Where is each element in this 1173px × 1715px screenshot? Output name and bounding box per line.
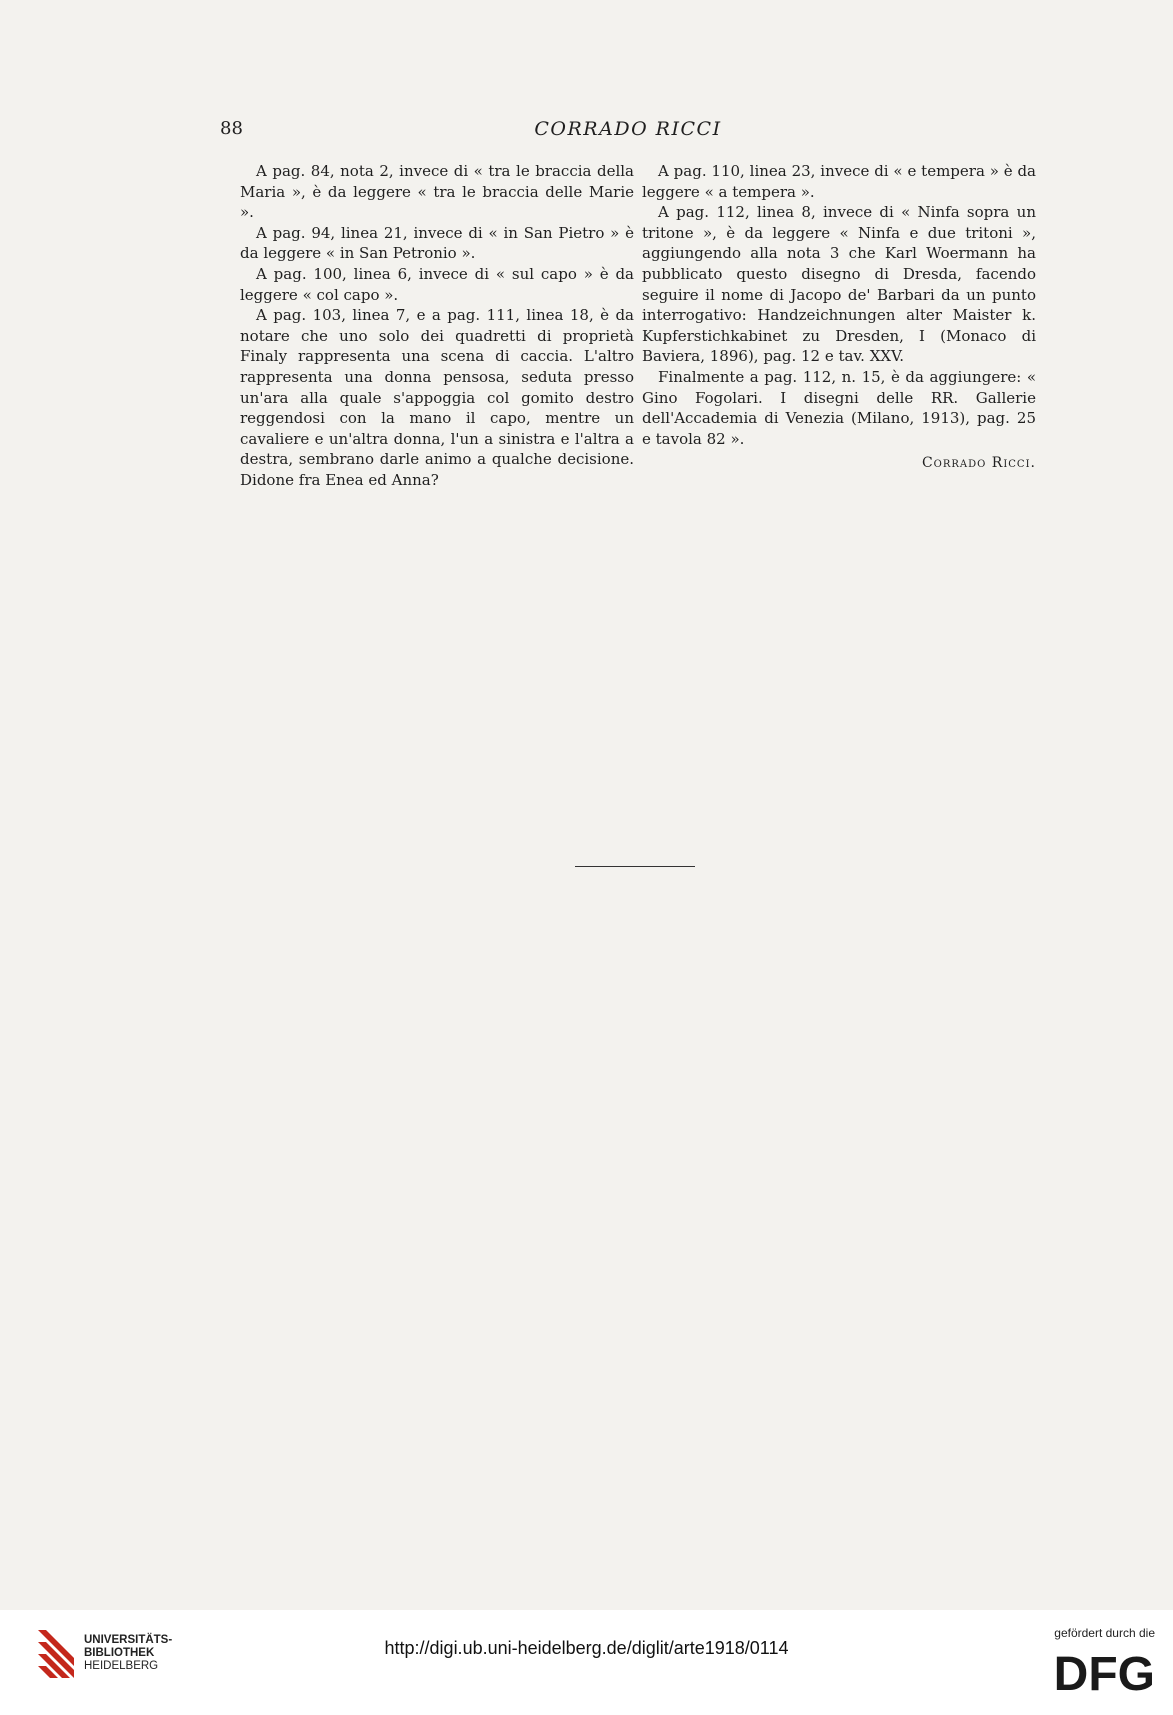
dfg-logo-text: DFG <box>1053 1648 1155 1694</box>
funded-by-label: gefördert durch die <box>1054 1626 1155 1640</box>
right-column <box>642 161 1036 474</box>
running-title: CORRADO RICCI <box>534 118 722 140</box>
dfg-logo-icon <box>1039 1648 1155 1694</box>
page-number: 88 <box>220 118 243 139</box>
footer-bar <box>0 1610 1173 1715</box>
paragraph: A pag. 84, nota 2, invece di « tra le braccia della Maria », è da leggere « tra le braccia delle Marie ». <box>240 162 634 222</box>
library-name-line: HEIDELBERG <box>84 1660 159 1672</box>
library-name-line: UNIVERSITÄTS- <box>84 1634 173 1646</box>
paragraph: Finalmente a pag. 112, n. 15, è da aggiungere: « Gino Fogolari. I disegni delle RR. Gallerie dell'Accademia di Venezia (Milano, 1913), pag. 25 e tavola 82 ». <box>642 367 1036 448</box>
paragraph: A pag. 110, linea 23, invece di « e tempera » è da leggere « a tempera ». <box>642 162 1036 201</box>
paragraph: A pag. 100, linea 6, invece di « sul capo » è da leggere « col capo ». <box>240 264 634 304</box>
paragraph: A pag. 94, linea 21, invece di « in San Pietro » è da leggere « in San Petronio ». <box>240 223 634 263</box>
library-name-line: BIBLIOTHEK <box>84 1647 155 1659</box>
paragraph: A pag. 103, linea 7, e a pag. 111, linea 18, è da notare che uno solo dei quadretti di proprietà Finaly rappresenta una scena di caccia. L'altro rappresenta una donna pensosa, seduta presso un'ara alla quale s'appoggia col gomito destro reggendosi con la mano il capo, mentre un cavaliere e un'altra donna, l'un a sinistra e l'altra a destra, sembrano darle animo a qualche decisione. Didone fra Enea ed Anna? <box>240 306 634 489</box>
paragraph: A pag. 112, linea 8, invece di « Ninfa sopra un tritone », è da leggere « Ninfa e due tritoni », aggiungendo alla nota 3 che Karl Woermann ha pubblicato questo disegno di Dresda, facendo seguire il nome di Jacopo de' Barbari da un punto interrogativo: Handzeichnungen alter Maister k. Kupferstichkabinet zu Dresden, I (Monaco di Baviera, 1896), pag. 12 e tav. XXV. <box>642 203 1036 366</box>
left-column <box>240 161 634 491</box>
author-signature: Corrado Ricci. <box>921 455 1036 472</box>
section-divider <box>575 866 695 867</box>
source-url-link[interactable]: http://digi.ub.uni-heidelberg.de/diglit/arte1918/0114 <box>384 1638 789 1658</box>
page-header <box>220 118 1036 144</box>
